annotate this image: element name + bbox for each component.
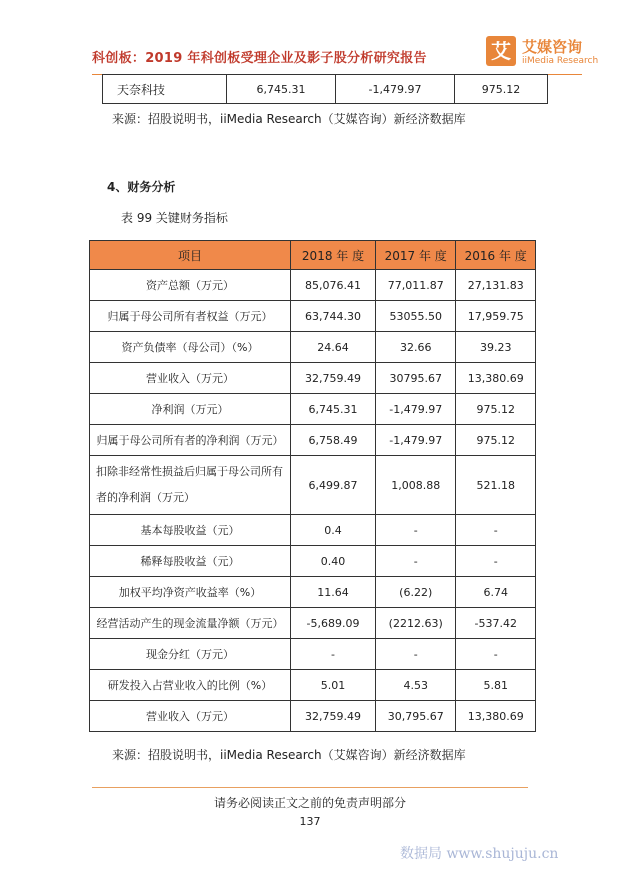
table-row <box>90 670 536 701</box>
table-row <box>90 639 536 670</box>
table-cell: 975.12 <box>456 425 536 456</box>
iimedia-logo <box>486 36 599 74</box>
table-cell: 85,076.41 <box>291 270 376 301</box>
footer-divider <box>92 787 528 788</box>
table-cell: 30795.67 <box>376 363 456 394</box>
table-cell: 13,380.69 <box>456 363 536 394</box>
table-cell: 53055.50 <box>376 301 456 332</box>
table-cell: 5.81 <box>456 670 536 701</box>
table-row <box>90 270 536 301</box>
row-label: 营业收入（万元） <box>90 701 291 732</box>
row-label: 资产负债率（母公司）（%） <box>90 332 291 363</box>
row-label: 扣除非经常性损益后归属于母公司所有者的净利润（万元） <box>90 456 291 515</box>
row-label: 加权平均净资产收益率（%） <box>90 577 291 608</box>
table-row <box>90 394 536 425</box>
section-title: 4、财务分析 <box>107 180 176 194</box>
table-cell: 975.12 <box>456 394 536 425</box>
table-cell: - <box>456 515 536 546</box>
table-row <box>90 363 536 394</box>
table-cell: -5,689.09 <box>291 608 376 639</box>
table-row <box>90 456 536 515</box>
table-cell: 77,011.87 <box>376 270 456 301</box>
table-cell: 4.53 <box>376 670 456 701</box>
table-cell: 6,745.31 <box>291 394 376 425</box>
row-label: 基本每股收益（元） <box>90 515 291 546</box>
table-cell: 11.64 <box>291 577 376 608</box>
table-row <box>90 577 536 608</box>
report-header-title: 科创板：2019 年科创板受理企业及影子股分析研究报告 <box>92 51 427 66</box>
table-cell: 6,758.49 <box>291 425 376 456</box>
table-row <box>90 701 536 732</box>
table-cell: 24.64 <box>291 332 376 363</box>
table-cell: 5.01 <box>291 670 376 701</box>
watermark: 数据局 www.shujuju.cn <box>400 846 559 862</box>
source-note: 来源：招股说明书，iiMedia Research（艾媒咨询）新经济数据库 <box>112 112 466 126</box>
column-header: 2016 年 度 <box>456 241 536 270</box>
column-header: 2017 年 度 <box>376 241 456 270</box>
table-cell: 63,744.30 <box>291 301 376 332</box>
row-label: 资产总额（万元） <box>90 270 291 301</box>
source-note: 来源：招股说明书，iiMedia Research（艾媒咨询）新经济数据库 <box>112 748 466 762</box>
table-cell: - <box>376 515 456 546</box>
table-row <box>90 608 536 639</box>
table-cell: -537.42 <box>456 608 536 639</box>
table-row <box>90 546 536 577</box>
logo-english-name: iiMedia Research <box>522 56 599 66</box>
table-cell: 32.66 <box>376 332 456 363</box>
disclaimer-text: 请务必阅读正文之前的免责声明部分 <box>213 796 406 810</box>
table-cell: - <box>376 546 456 577</box>
table-cell: - <box>456 639 536 670</box>
table-row <box>103 75 548 104</box>
column-header: 项目 <box>90 241 291 270</box>
page-number: 137 <box>299 815 321 828</box>
row-label: 研发投入占营业收入的比例（%） <box>90 670 291 701</box>
row-label: 归属于母公司所有者的净利润（万元） <box>90 425 291 456</box>
table-cell: -1,479.97 <box>376 425 456 456</box>
table-cell: 32,759.49 <box>291 701 376 732</box>
table-cell: 32,759.49 <box>291 363 376 394</box>
logo-chinese-name: 艾媒咨询 <box>522 38 583 56</box>
table-cell: 0.4 <box>291 515 376 546</box>
row-label: 现金分红（万元） <box>90 639 291 670</box>
table-header-row <box>90 241 536 270</box>
table-row <box>90 332 536 363</box>
row-label: 归属于母公司所有者权益（万元） <box>90 301 291 332</box>
row-label: 净利润（万元） <box>90 394 291 425</box>
table-row <box>90 425 536 456</box>
table-cell: (2212.63) <box>376 608 456 639</box>
table-cell: (6.22) <box>376 577 456 608</box>
table-cell: 521.18 <box>456 456 536 515</box>
table-cell: 1,008.88 <box>376 456 456 515</box>
table-cell: 975.12 <box>455 75 548 104</box>
table-cell: -1,479.97 <box>376 394 456 425</box>
table-cell: -1,479.97 <box>336 75 455 104</box>
table-caption: 表 99 关键财务指标 <box>121 211 228 225</box>
table-cell: 39.23 <box>456 332 536 363</box>
logo-mark: 艾 <box>486 36 516 66</box>
row-label: 稀释每股收益（元） <box>90 546 291 577</box>
continued-table <box>102 74 548 104</box>
table-cell: 6,499.87 <box>291 456 376 515</box>
table-cell: - <box>291 639 376 670</box>
column-header: 2018 年 度 <box>291 241 376 270</box>
table-cell: 30,795.67 <box>376 701 456 732</box>
row-label: 营业收入（万元） <box>90 363 291 394</box>
table-cell: 17,959.75 <box>456 301 536 332</box>
table-cell: - <box>376 639 456 670</box>
table-row <box>90 301 536 332</box>
table-cell: 6,745.31 <box>227 75 336 104</box>
table-cell: 13,380.69 <box>456 701 536 732</box>
key-financial-table <box>89 240 536 732</box>
row-label: 经营活动产生的现金流量净额（万元） <box>90 608 291 639</box>
table-cell: 0.40 <box>291 546 376 577</box>
table-cell: 6.74 <box>456 577 536 608</box>
table-cell: 27,131.83 <box>456 270 536 301</box>
table-cell: 天奈科技 <box>103 75 227 104</box>
table-row <box>90 515 536 546</box>
table-cell: - <box>456 546 536 577</box>
